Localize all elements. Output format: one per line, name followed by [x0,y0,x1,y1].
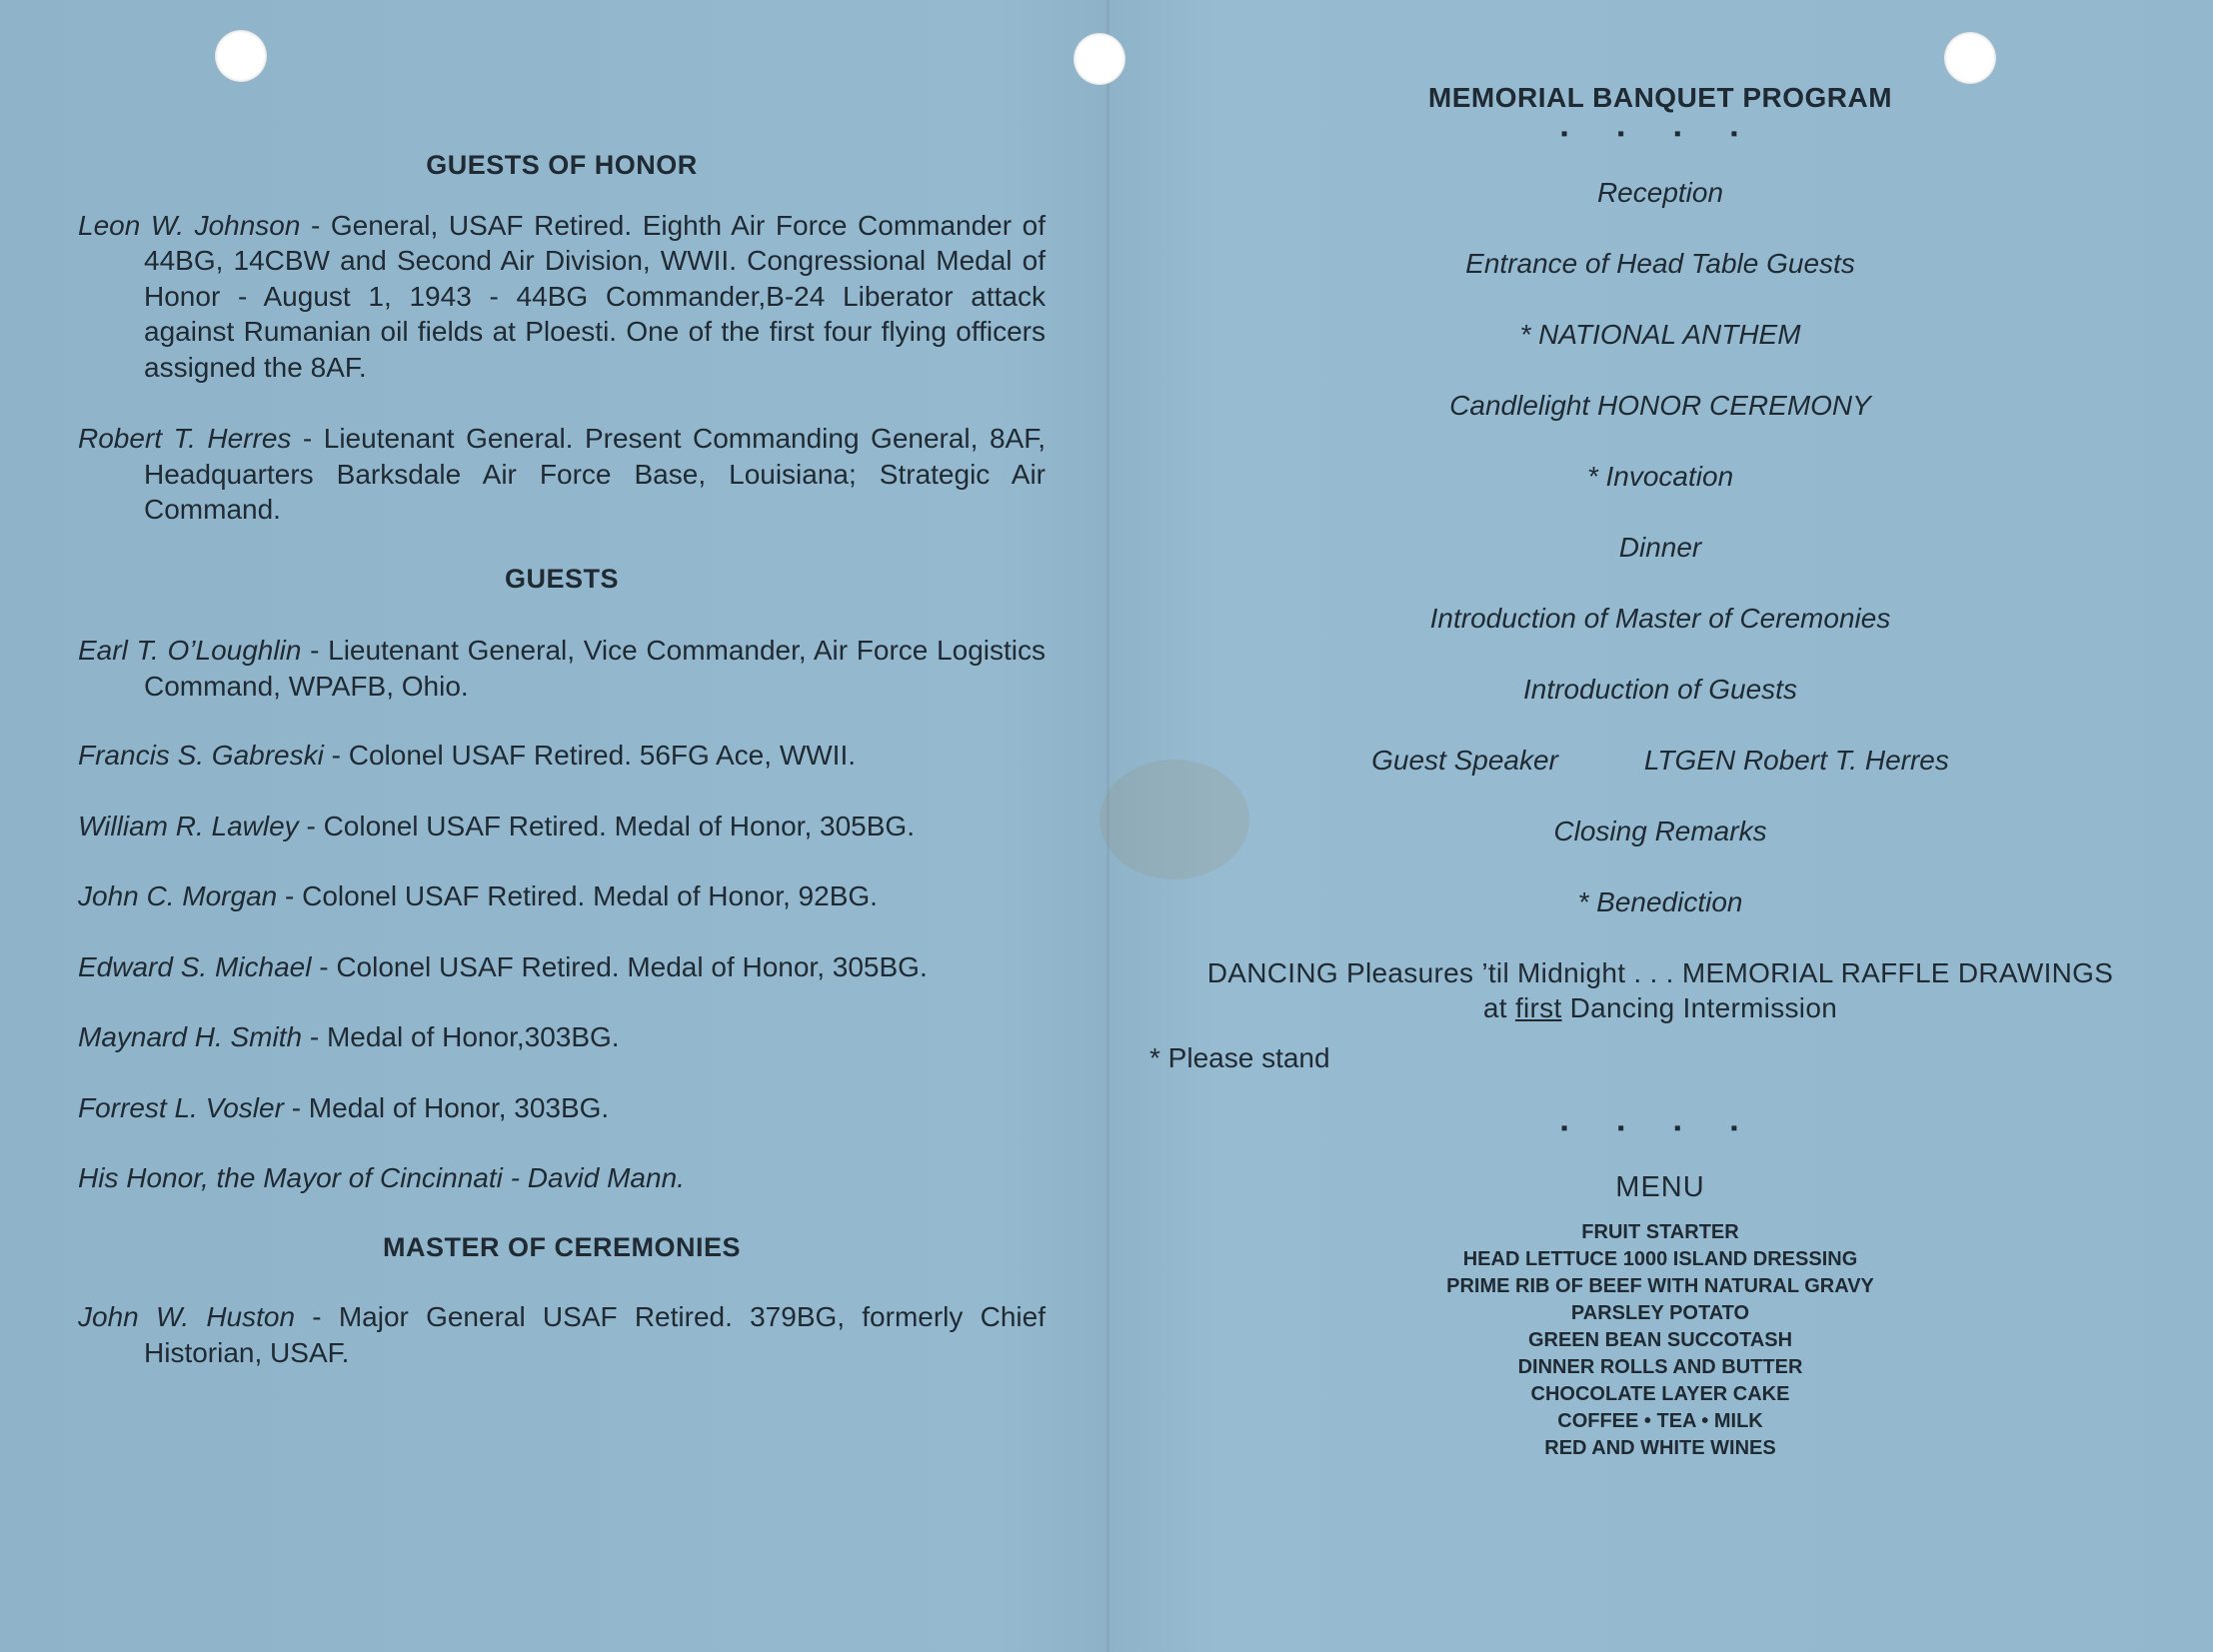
menu-item: HEAD LETTUCE 1000 ISLAND DRESSING [1462,1248,1858,1270]
guest-of-honor-entry [78,208,1046,386]
guest-name: Francis S. Gabreski [78,740,324,771]
dancing-intermission-line [1149,990,2171,1025]
guest-entry [78,878,1046,914]
program-item: Reception [1596,177,1724,208]
please-stand-note: * Please stand [1149,1042,1330,1073]
program-title: MEMORIAL BANQUET PROGRAM [1427,82,1893,113]
menu-list [1149,1219,2171,1462]
guest-name: Robert T. Herres [78,423,292,454]
guest-description: - Colonel USAF Retired. Medal of Honor, 305BG. [298,810,915,841]
guest-description: - Medal of Honor,303BG. [302,1021,620,1052]
guest-description: - Lieutenant General, Vice Commander, Air Force Logistics Command, WPAFB, Ohio. [144,635,1046,702]
guest-speaker-row [1149,743,2171,778]
program-item: Entrance of Head Table Guests [1465,248,1855,279]
guests-of-honor-heading: GUESTS OF HONOR [426,150,698,180]
guest-name: Edward S. Michael [78,950,312,982]
guest-entry [78,809,1046,844]
guests-heading: GUESTS [504,563,620,594]
program-item: * NATIONAL ANTHEM [1519,319,1801,350]
guest-description: - General, USAF Retired. Eighth Air Force Commander of 44BG, 14CBW and Second Air Division, WWII. Congressional Medal of Honor - August 1, 1943 - 44BG Commander,B-24 Liberator attack against Rumanian oil fields at Ploesti. One of the first four flying officers assigned the 8AF. [144,209,1046,383]
dots-divider: ▪ ▪ ▪ ▪ [1560,1117,1760,1139]
program-item: Dinner [1618,532,1702,563]
guest-description: - Medal of Honor, 303BG. [283,1091,610,1123]
dancing-underlined: first [1514,992,1562,1023]
guest-name: His Honor, the Mayor of Cincinnati - David Mann. [78,1162,685,1193]
dancing-post: Dancing Intermission [1561,992,1838,1023]
guest-entry [78,738,1046,774]
program-item: Closing Remarks [1553,816,1767,846]
guest-name: Maynard H. Smith [78,1021,303,1052]
program-item: Candlelight HONOR CEREMONY [1449,390,1871,421]
menu-item: COFFEE • TEA • MILK [1557,1410,1763,1432]
punch-hole-left [215,30,267,82]
guest-description: - Lieutenant General. Present Commanding General, 8AF, Headquarters Barksdale Air Force Base, Louisiana; Strategic Air Command. [144,423,1046,525]
menu-item: DINNER ROLLS AND BUTTER [1517,1356,1803,1378]
guest-name: William R. Lawley [78,810,299,841]
guest-name: John W. Huston [78,1301,296,1332]
program-item: * Benediction [1577,886,1743,917]
master-of-ceremonies-heading: MASTER OF CEREMONIES [382,1231,742,1262]
guest-description: - Major General USAF Retired. 379BG, formerly Chief Historian, USAF. [144,1301,1046,1368]
left-page [78,140,1046,1370]
program-item: Introduction of Guests [1523,674,1797,705]
punch-hole-right [1944,32,1996,84]
guest-entry [78,633,1046,704]
dancing-line: DANCING Pleasures ’til Midnight . . . MEMORIAL RAFFLE DRAWINGS [1206,957,2114,988]
guest-name: Earl T. O’Loughlin [78,635,302,666]
punch-hole-center [1074,33,1125,85]
program-item: Introduction of Master of Ceremonies [1429,603,1891,634]
guest-entry [78,1019,1046,1055]
guest-entry [78,949,1046,985]
dancing-pre: at [1482,992,1515,1023]
menu-item: PRIME RIB OF BEEF WITH NATURAL GRAVY [1446,1275,1874,1297]
right-page [1149,80,2171,1462]
guest-name: Forrest L. Vosler [78,1091,284,1123]
dots-divider: ▪ ▪ ▪ ▪ [1560,123,1760,145]
program-item: * Invocation [1586,461,1734,492]
menu-item: RED AND WHITE WINES [1544,1437,1776,1459]
guest-description: - Colonel USAF Retired. Medal of Honor, 305BG. [311,950,928,982]
guest-of-honor-entry [78,421,1046,528]
guest-entry [78,1160,1046,1196]
guest-speaker-name: LTGEN Robert T. Herres [1643,745,1949,776]
menu-item: GREEN BEAN SUCCOTASH [1527,1329,1793,1351]
guest-description: - Colonel USAF Retired. 56FG Ace, WWII. [323,740,857,771]
guest-entry [78,1090,1046,1126]
menu-title: MENU [1615,1171,1705,1203]
menu-item: FRUIT STARTER [1581,1221,1739,1243]
master-of-ceremonies-entry [78,1299,1046,1370]
menu-item: CHOCOLATE LAYER CAKE [1530,1383,1790,1405]
guest-name: John C. Morgan [78,880,278,911]
guest-description: - Colonel USAF Retired. Medal of Honor, 92BG. [277,880,878,911]
guest-speaker-label: Guest Speaker [1371,745,1558,776]
guest-name: Leon W. Johnson [78,209,301,241]
menu-item: PARSLEY POTATO [1570,1302,1750,1324]
